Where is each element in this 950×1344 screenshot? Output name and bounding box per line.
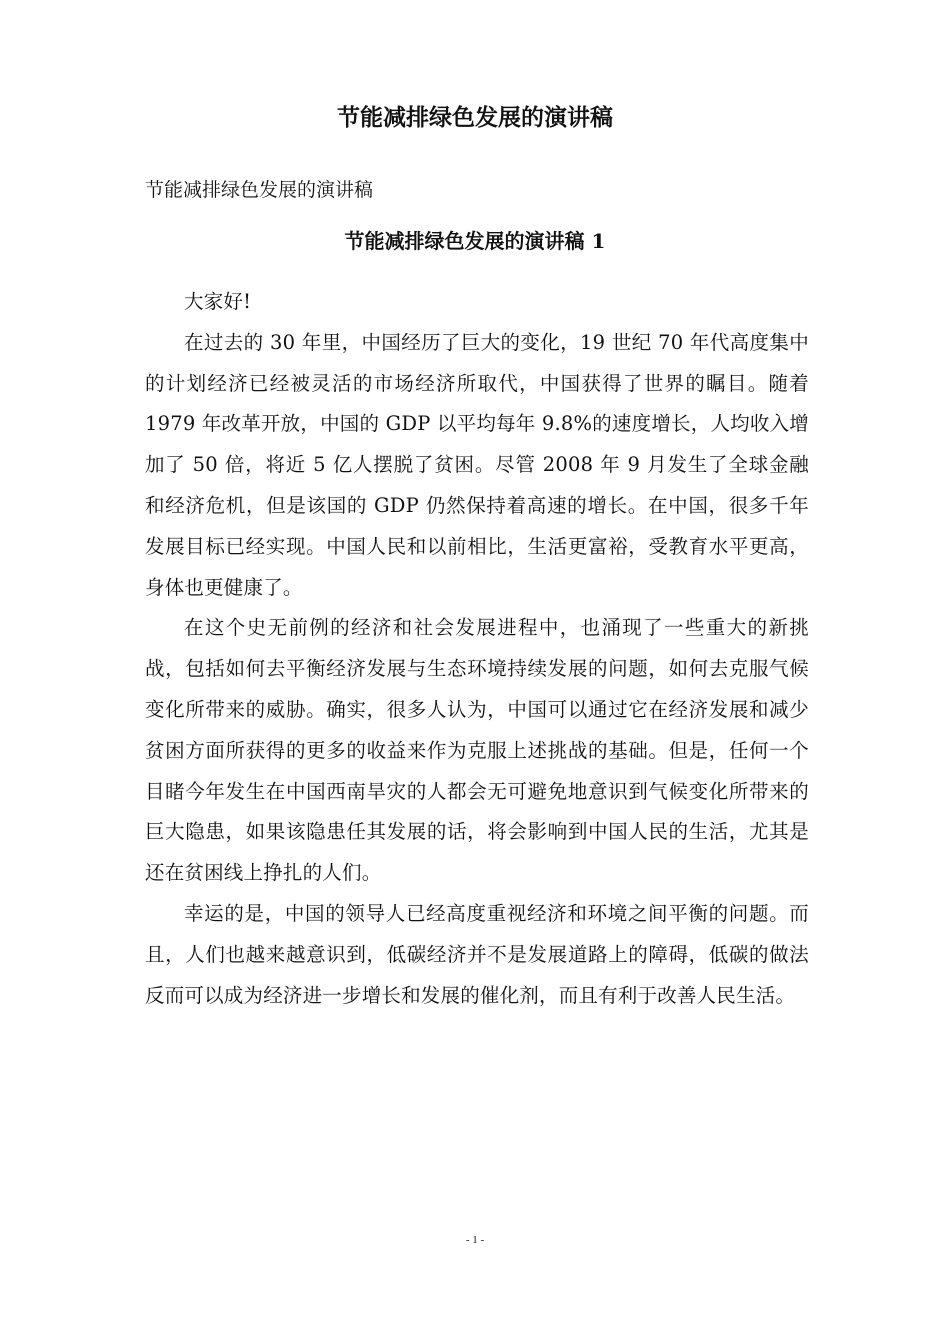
paragraph-1: 在过去的 30 年里，中国经历了巨大的变化，19 世纪 70 年代高度集中的计划经济已经被灵活的市场经济所取代，中国获得了世界的瞩目。随着 1979 年改革开放，中国的 GDP 以平均每年 9.8%的速度增长，人均收入增加了 50 倍，将近 5 亿人摆脱了贫困。尽管 2008 年 9 月发生了全球金融和经济危机，但是该国的 GDP 仍然保持着高速的增长。在中国，很多千年发展目标已经实现。中国人民和以前相比，生活更富裕，受教育水平更高，身体也更健康了。 bbox=[145, 330, 809, 599]
paragraph-greeting: 大家好! bbox=[184, 290, 252, 313]
document-subtitle: 节能减排绿色发展的演讲稿 bbox=[145, 179, 374, 201]
document-body bbox=[145, 282, 809, 1016]
section-title: 节能减排绿色发展的演讲稿 1 bbox=[344, 229, 606, 253]
page-number: - 1 - bbox=[465, 1234, 485, 1246]
paragraph-2: 在这个史无前例的经济和社会发展进程中，也涌现了一些重大的新挑战，包括如何去平衡经济发展与生态环境持续发展的问题，如何去克服气候变化所带来的威胁。确实，很多人认为，中国可以通过它在经济发展和减少贫困方面所获得的更多的收益来作为克服上述挑战的基础。但是，任何一个目睹今年发生在中国西南旱灾的人都会无可避免地意识到气候变化所带来的巨大隐患，如果该隐患任其发展的话，将会影响到中国人民的生活，尤其是还在贫困线上挣扎的人们。 bbox=[145, 616, 809, 885]
paragraph-3: 幸运的是，中国的领导人已经高度重视经济和环境之间平衡的问题。而且，人们也越来越意识到，低碳经济并不是发展道路上的障碍，低碳的做法反而可以成为经济进一步增长和发展的催化剂，而且有利于改善人民生活。 bbox=[145, 901, 809, 1007]
document-title: 节能减排绿色发展的演讲稿 bbox=[337, 104, 613, 131]
